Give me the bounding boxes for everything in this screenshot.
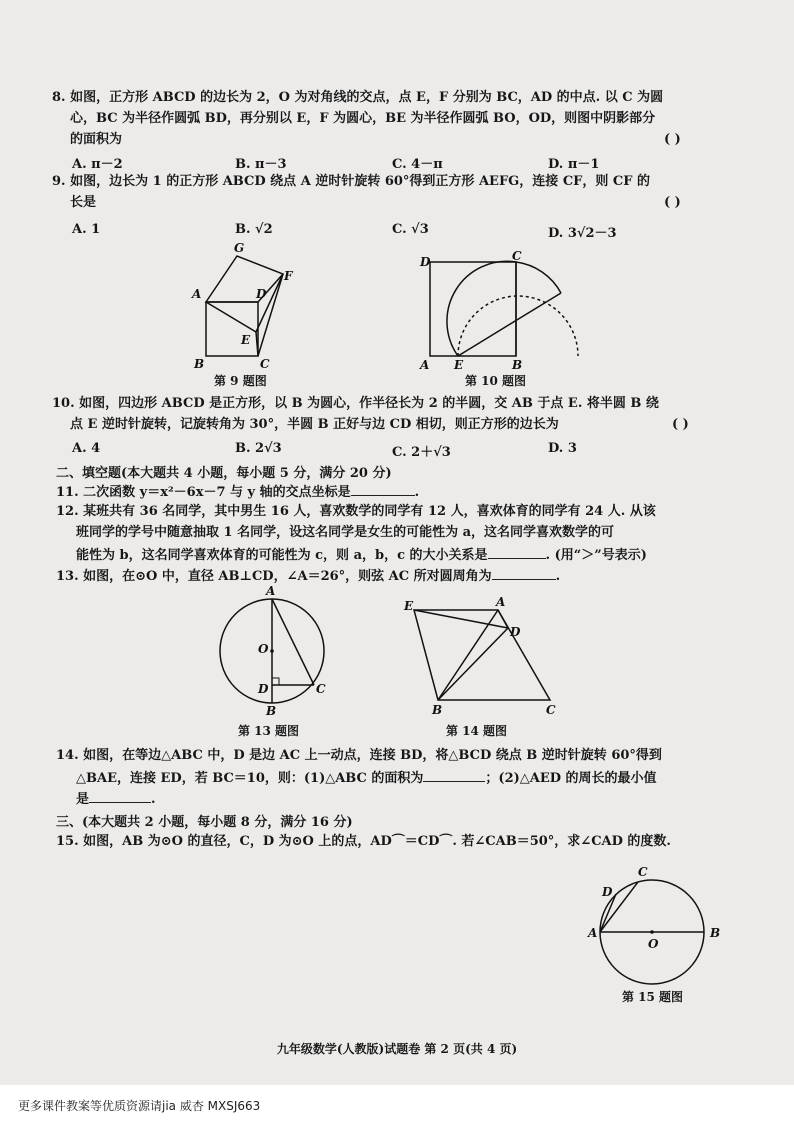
segment-ba [438, 610, 498, 700]
q8-choice-c: C. 4－π [392, 157, 443, 172]
label-g: G [234, 241, 245, 255]
bottom-note: 更多课件教案等优质资源请jia 威杏 MXSJ663 [18, 1099, 261, 1113]
q9-choice-b: B. √2 [235, 222, 273, 237]
q14-blank-1[interactable] [423, 769, 485, 782]
q10-answer-paren: ( ) [672, 417, 689, 432]
q12-line3b: . (用“＞”号表示) [545, 548, 647, 563]
q10-choice-d: D. 3 [548, 441, 577, 456]
figure-13-caption: 第 13 题图 [238, 724, 300, 738]
q11-blank[interactable] [351, 483, 415, 496]
segment-ad [498, 610, 508, 628]
q8-line1: 8. 如图，正方形 ABCD 的边长为 2，O 为对角线的交点，点 E，F 分别为 BC，AD 的中点. 以 C 为圆 [52, 90, 664, 105]
q12-blank[interactable] [488, 546, 546, 559]
q8-line2: 心，BC 为半径作圆弧 BD，再分别以 E，F 为圆心，BE 为半径作圆弧 BO，OD，则图中阴影部分 [70, 111, 656, 126]
label-c: C [316, 682, 326, 696]
center-dot [650, 930, 654, 934]
q15-line: 15. 如图，AB 为⊙O 的直径，C，D 为⊙O 上的点，AD⌒＝CD⌒. 若∠CAB＝50°，求∠CAD 的度数. [56, 834, 671, 849]
q9-choice-d: D. 3√2－3 [548, 226, 617, 241]
q9-line1: 9. 如图，边长为 1 的正方形 ABCD 绕点 A 逆时针旋转 60°得到正方形 AEFG，连接 CF，则 CF 的 [52, 174, 651, 189]
label-d: D [258, 682, 269, 696]
q11-text: 11. 二次函数 y＝x²－6x－7 与 y 轴的交点坐标是 [56, 485, 351, 500]
section-3-heading: 三、(本大题共 2 小题，每小题 8 分，满分 16 分) [56, 815, 353, 830]
figure-15-caption: 第 15 题图 [622, 990, 684, 1004]
page-footer: 九年级数学(人教版)试题卷 第 2 页(共 4 页) [276, 1042, 518, 1056]
label-b: B [266, 704, 277, 718]
label-d: D [602, 885, 613, 899]
label-c: C [512, 249, 522, 263]
q8-choice-b: B. π－3 [235, 157, 287, 172]
label-a: A [496, 595, 506, 609]
square-aefg-sides [206, 274, 283, 332]
figure-9-caption: 第 9 题图 [214, 374, 267, 388]
figure-10-caption: 第 10 题图 [465, 374, 527, 388]
q10-line2: 点 E 逆时针旋转，记旋转角为 30°，半圆 B 正好与边 CD 相切，则正方形的边长为 [70, 417, 559, 432]
q8-line3: 的面积为 [70, 132, 123, 147]
segment-ed [414, 610, 508, 628]
figure-15 [586, 862, 726, 986]
label-a: A [420, 358, 430, 372]
q10-choice-b: B. 2√3 [235, 441, 282, 456]
label-b: B [432, 703, 443, 717]
label-b: B [710, 926, 721, 940]
figure-9 [186, 240, 296, 370]
q10-line1: 10. 如图，四边形 ABCD 是正方形，以 B 为圆心，作半径长为 2 的半圆，交 AB 于点 E. 将半圆 B 绕 [52, 396, 659, 411]
q11-line [56, 483, 419, 501]
label-d: D [420, 255, 431, 269]
label-b: B [194, 357, 205, 371]
q9-choice-a: A. 1 [72, 222, 101, 237]
label-a: A [192, 287, 202, 301]
q14-line2a: △BAE，连接 ED，若 BC＝10，则：(1)△ABC 的面积为 [76, 771, 424, 786]
label-c: C [638, 865, 648, 879]
label-d: D [510, 625, 521, 639]
q10-choice-c: C. 2＋√3 [392, 445, 451, 460]
q13-line [56, 567, 560, 585]
center-dot [270, 649, 274, 653]
q12-line3a: 能性为 b，这名同学喜欢体育的可能性为 c，则 a，b，c 的大小关系是 [76, 548, 488, 563]
figure-14 [398, 596, 560, 720]
right-angle-mark [272, 678, 279, 685]
q14-line3 [76, 790, 156, 808]
q12-line2: 班同学的学号中随意抽取 1 名同学，设这名同学是女生的可能性为 a，这名同学喜欢数学的可 [76, 525, 615, 540]
label-d: D [256, 287, 267, 301]
label-e: E [241, 333, 251, 347]
q14-line2 [76, 769, 657, 787]
q14-blank-2[interactable] [89, 790, 151, 803]
q8-choice-d: D. π－1 [548, 157, 600, 172]
label-a: A [266, 584, 276, 598]
q12-line3 [76, 546, 647, 564]
q12-line1: 12. 某班共有 36 名同学，其中男生 16 人，喜欢数学的同学有 12 人，喜欢体育的同学有 24 人. 从该 [56, 504, 656, 519]
figure-10 [418, 248, 588, 373]
segment-bd [438, 628, 508, 700]
section-2-heading: 二、填空题(本大题共 4 小题，每小题 5 分，满分 20 分) [56, 466, 392, 481]
q8-answer-paren: ( ) [664, 132, 681, 147]
q10-choice-a: A. 4 [72, 441, 101, 456]
q14-line1: 14. 如图，在等边△ABC 中，D 是边 AC 上一动点，连接 BD，将△BCD 绕点 B 逆时针旋转 60°得到 [56, 748, 662, 763]
label-c: C [260, 357, 270, 371]
square-aefg-top [206, 256, 283, 302]
label-e: E [454, 358, 464, 372]
q14-line3a: 是 [76, 792, 90, 807]
chord-ac [272, 599, 314, 685]
q13-blank[interactable] [492, 567, 556, 580]
original-semicircle [458, 296, 578, 356]
figure-14-caption: 第 14 题图 [446, 724, 508, 738]
figure-13 [214, 585, 330, 721]
label-a: A [588, 926, 598, 940]
q9-answer-paren: ( ) [664, 195, 681, 210]
label-c: C [546, 703, 556, 717]
q13-text: 13. 如图，在⊙O 中，直径 AB⊥CD，∠A＝26°，则弦 AC 所对圆周角为 [56, 569, 492, 584]
label-f: F [284, 269, 293, 283]
q9-line2: 长是 [70, 195, 97, 210]
q8-choice-a: A. π－2 [72, 157, 123, 172]
square-abcd [430, 262, 516, 356]
label-e: E [404, 599, 414, 613]
q11-end: . [414, 485, 420, 500]
q13-end: . [555, 569, 561, 584]
q14-line3b: . [151, 792, 156, 807]
rotated-semicircle [447, 261, 561, 356]
label-b: B [512, 358, 523, 372]
label-o: O [258, 642, 269, 656]
q14-line2b: ；(2)△AED 的周长的最小值 [485, 771, 657, 786]
label-o: O [648, 937, 659, 951]
q9-choice-c: C. √3 [392, 222, 429, 237]
